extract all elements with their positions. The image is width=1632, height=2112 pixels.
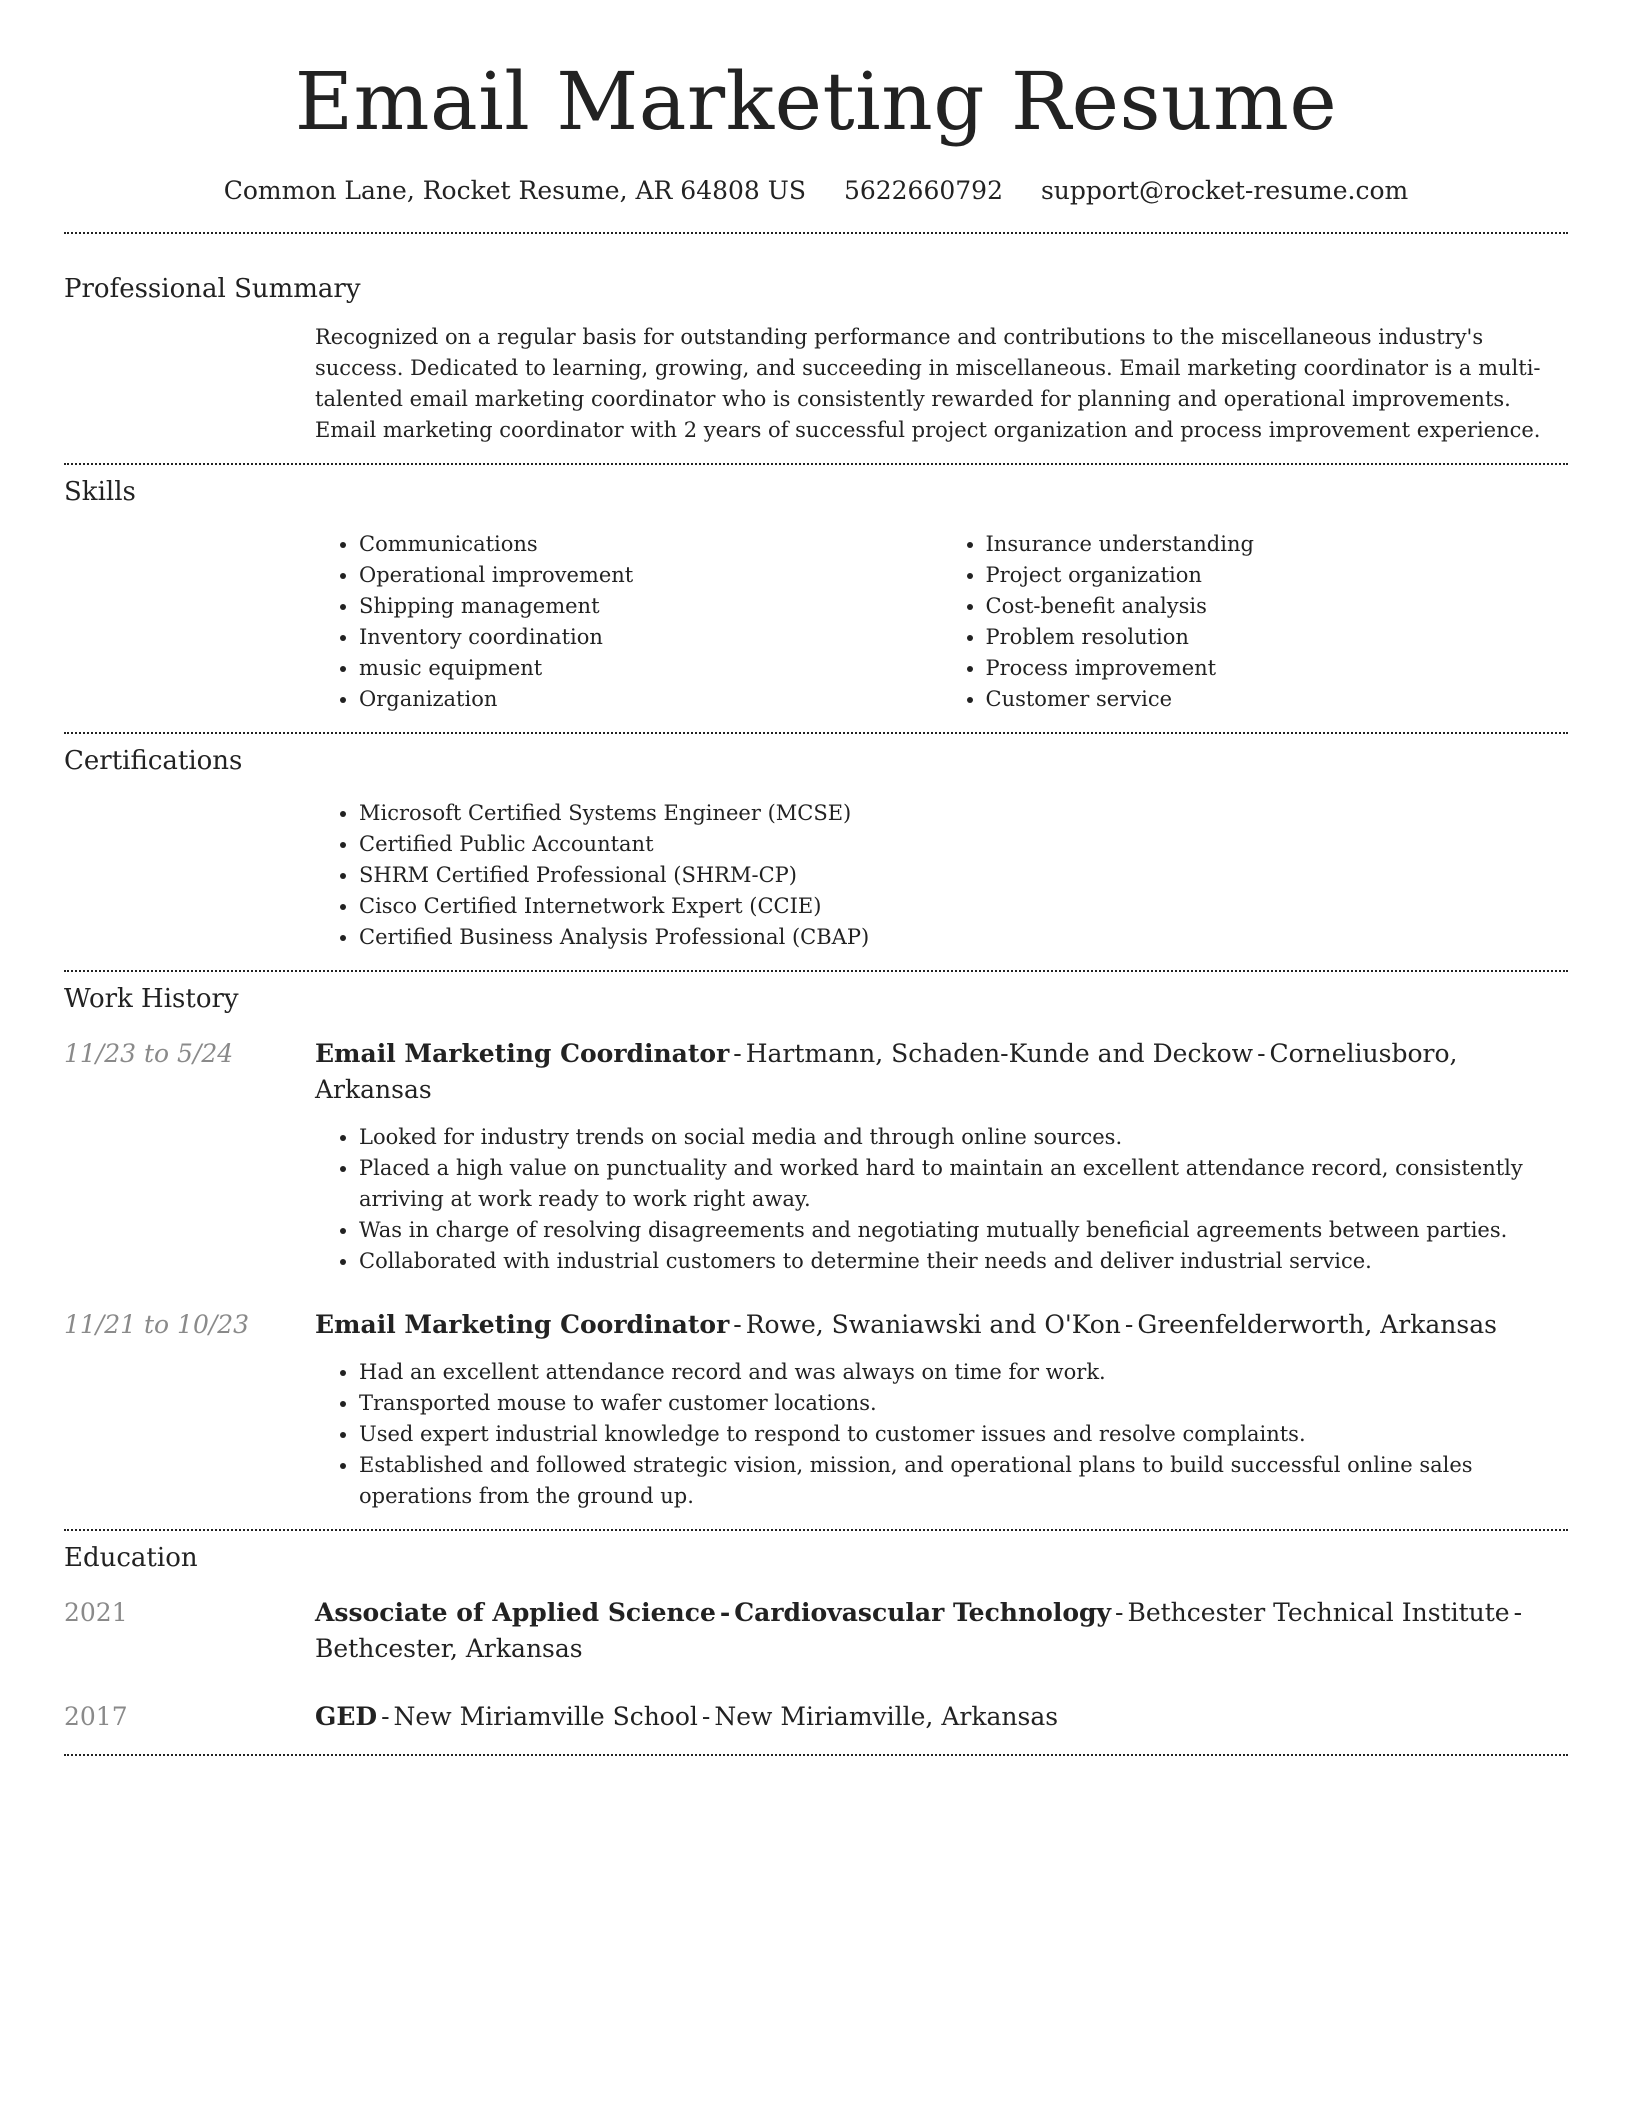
skill-item: • Cost-benefit analysis [986, 591, 1569, 622]
heading-separator: - [733, 1039, 742, 1068]
job-bullet: • Had an excellent attendance record and was always on time for work. [359, 1357, 1568, 1388]
heading-separator: - [1115, 1598, 1124, 1627]
education-location: Bethcester, Arkansas [315, 1634, 583, 1663]
skill-item: • Project organization [986, 560, 1569, 591]
job-bullet: • Placed a high value on punctuality and worked hard to maintain an excellent attendance record, consistently arriving at work ready to work right away. [359, 1153, 1568, 1215]
skills-section [64, 465, 1568, 715]
work-dates: 11/23 to 5/24 [64, 1039, 234, 1068]
resume-page [64, 0, 1568, 1756]
certification-item: • Microsoft Certified Systems Engineer (MCSE) [359, 798, 1568, 829]
job-company: Rowe, Swaniawski and O'Kon [745, 1310, 1121, 1339]
skill-item: • Customer service [986, 684, 1569, 715]
contact-phone: 5622660792 [843, 176, 1003, 205]
skill-item: • Organization [359, 684, 942, 715]
summary-section [64, 234, 1568, 446]
job-bullet: • Collaborated with industrial customers to determine their needs and deliver industrial service. [359, 1246, 1568, 1277]
job-bullets [315, 1122, 1568, 1277]
skills-content [315, 529, 1568, 715]
certifications-list [315, 798, 1568, 953]
education-year: 2021 [64, 1598, 128, 1627]
skill-item: • Communications [359, 529, 942, 560]
summary-title: Professional Summary [64, 274, 361, 304]
job-bullet: • Was in charge of resolving disagreements and negotiating mutually beneficial agreements between parties. [359, 1215, 1568, 1246]
skill-item: • Shipping management [359, 591, 942, 622]
heading-separator: - [701, 1702, 711, 1731]
education-entry-body [315, 1699, 1568, 1735]
certification-item: • Certified Business Analysis Professional (CBAP) [359, 922, 1568, 953]
skill-item: • Inventory coordination [359, 622, 942, 653]
education-school: Bethcester Technical Institute [1127, 1598, 1510, 1627]
education-entry [64, 1595, 1568, 1667]
work-entry-body [315, 1307, 1568, 1512]
contact-email: support@rocket-resume.com [1040, 176, 1409, 205]
heading-separator: - [1124, 1310, 1134, 1339]
resume-title: Email Marketing Resume [294, 55, 1338, 148]
certification-item: • Cisco Certified Internetwork Expert (CCIE) [359, 891, 1568, 922]
certification-item: • Certified Public Accountant [359, 829, 1568, 860]
education-field: Cardiovascular Technology [734, 1598, 1112, 1627]
job-location: Greenfelderworth, Arkansas [1137, 1310, 1497, 1339]
work-section [64, 972, 1568, 1512]
education-entry-body [315, 1595, 1568, 1667]
skill-item: • Operational improvement [359, 560, 942, 591]
education-title: Education [64, 1543, 198, 1573]
education-year: 2017 [64, 1702, 128, 1731]
education-degree: GED [315, 1702, 378, 1731]
education-divider [64, 1754, 1568, 1756]
heading-separator: - [1257, 1039, 1266, 1068]
summary-text: Recognized on a regular basis for outstanding performance and contributions to the miscellaneous industry's success. Dedicated to learning, growing, and succeeding in miscellaneous. Email marketing coordinator is a multi-talented email marketing coordinator who is consistently rewarded for planning and operational improvements. Email marketing coordinator with 2 years of successful project organization and process improvement experience. [315, 325, 1541, 442]
heading-separator: - [381, 1702, 390, 1731]
skills-list-left [315, 529, 942, 715]
job-bullet: • Used expert industrial knowledge to respond to customer issues and resolve complaints. [359, 1419, 1568, 1450]
contact-line [64, 174, 1568, 208]
education-degree: Associate of Applied Science [315, 1598, 716, 1627]
job-location: Corneliusboro, Arkansas [315, 1039, 1458, 1104]
education-entry [64, 1699, 1568, 1735]
work-entry [64, 1307, 1568, 1512]
job-bullet: • Established and followed strategic vision, mission, and operational plans to build successful online sales operations from the ground up. [359, 1450, 1568, 1512]
certifications-title: Certifications [64, 746, 243, 776]
work-heading [315, 1036, 1568, 1108]
job-role: Email Marketing Coordinator [315, 1039, 730, 1068]
work-title: Work History [64, 984, 239, 1014]
certifications-section [64, 734, 1568, 953]
job-bullet: • Looked for industry trends on social media and through online sources. [359, 1122, 1568, 1153]
work-entry [64, 1036, 1568, 1277]
heading-separator: - [733, 1310, 742, 1339]
job-company: Hartmann, Schaden-Kunde and Deckow [745, 1039, 1254, 1068]
work-dates: 11/21 to 10/23 [64, 1310, 250, 1339]
heading-separator: - [1513, 1598, 1523, 1627]
job-role: Email Marketing Coordinator [315, 1310, 730, 1339]
work-entry-body [315, 1036, 1568, 1277]
certification-item: • SHRM Certified Professional (SHRM-CP) [359, 860, 1568, 891]
job-bullet: • Transported mouse to wafer customer locations. [359, 1388, 1568, 1419]
skill-item: • Problem resolution [986, 622, 1569, 653]
education-heading [315, 1699, 1568, 1735]
education-heading [315, 1595, 1568, 1667]
skills-list-right [942, 529, 1569, 715]
heading-separator: - [719, 1598, 731, 1627]
skills-title: Skills [64, 477, 136, 507]
job-bullets [315, 1357, 1568, 1512]
skill-item: • music equipment [359, 653, 942, 684]
skill-item: • Process improvement [986, 653, 1569, 684]
skill-item: • Insurance understanding [986, 529, 1569, 560]
summary-content [315, 322, 1568, 446]
work-heading [315, 1307, 1568, 1343]
contact-address: Common Lane, Rocket Resume, AR 64808 US [223, 176, 806, 205]
education-school: New Miriamville School [393, 1702, 698, 1731]
certifications-content [315, 798, 1568, 953]
education-section [64, 1531, 1568, 1735]
education-location: New Miriamville, Arkansas [714, 1702, 1059, 1731]
